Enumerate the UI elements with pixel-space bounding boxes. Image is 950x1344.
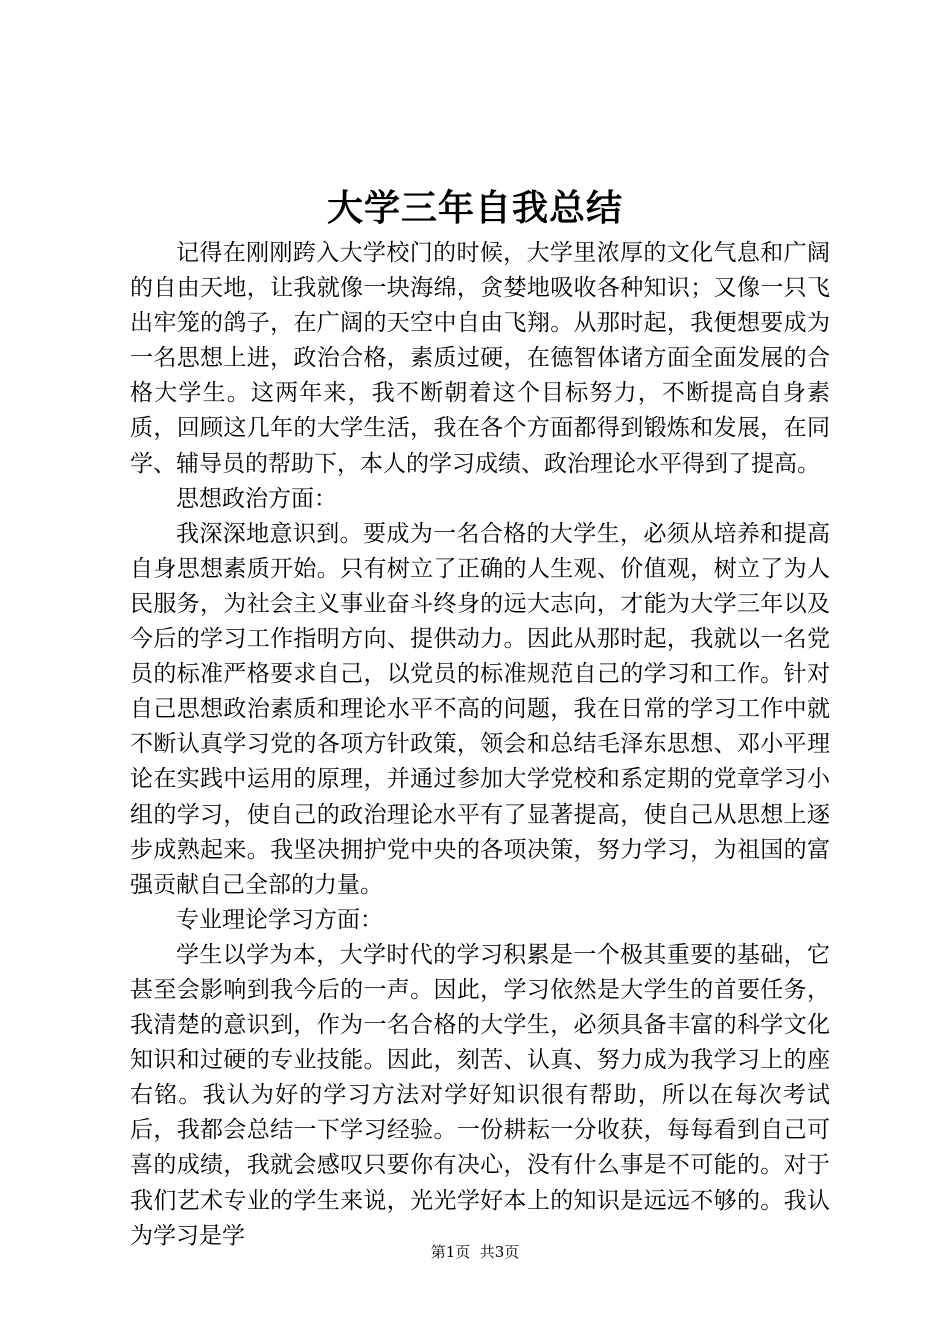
section-heading-ideology: 思想政治方面： (176, 485, 337, 512)
section-heading-study: 专业理论学习方面： (176, 906, 383, 933)
paragraph-study: 学生以学为本，大学时代的学习积累是一个极其重要的基础，它甚至会影响到我今后的一声。因此，学习依然是大学生的首要任务，我清楚的意识到，作为一名合格的大学生，必须具备丰富的科学文化知识和过硬的专业技能。因此，刻苦、认真、努力成为我学习上的座右铭。我认为好的学习方法对学好知识很有帮助，所以在每次考试后，我都会总结一下学习经验。一份耕耘一分收获，每每看到自己可喜的成绩，我就会感叹只要你有决心，没有什么事是不可能的。对于我们艺术专业的学生来说，光光学好本上的知识是远远不够的。我认为学习是学 (130, 941, 830, 1249)
paragraph-ideology: 我深深地意识到。要成为一名合格的大学生，必须从培养和提高自身思想素质开始。只有树立了正确的人生观、价值观，树立了为人民服务，为社会主义事业奋斗终身的远大志向，才能为大学三年以及今后的学习工作指明方向、提供动力。因此从那时起，我就以一名党员的标准严格要求自己，以党员的标准规范自己的学习和工作。针对自己思想政治素质和理论水平不高的问题，我在日常的学习工作中就不断认真学习党的各项方针政策，领会和总结毛泽东思想、邓小平理论在实践中运用的原理，并通过参加大学党校和系定期的党章学习小组的学习，使自己的政治理论水平有了显著提高，使自己从思想上逐步成熟起来。我坚决拥护党中央的各项决策，努力学习，为祖国的富强贡献自己全部的力量。 (130, 520, 830, 898)
document-body (130, 236, 830, 1254)
document-title: 大学三年自我总结 (326, 187, 623, 229)
page-footer: 第1页 共3页 (430, 1243, 520, 1261)
paragraph-intro: 记得在刚刚跨入大学校门的时候，大学里浓厚的文化气息和广阔的自由天地，让我就像一块海绵，贪婪地吸收各种知识；又像一只飞出牢笼的鸽子，在广阔的天空中自由飞翔。从那时起，我便想要成为一名思想上进，政治合格，素质过硬，在德智体诸方面全面发展的合格大学生。这两年来，我不断朝着这个目标努力，不断提高自身素质，回顾这几年的大学生活，我在各个方面都得到锻炼和发展，在同学、辅导员的帮助下，本人的学习成绩、政治理论水平得到了提高。 (130, 240, 830, 477)
